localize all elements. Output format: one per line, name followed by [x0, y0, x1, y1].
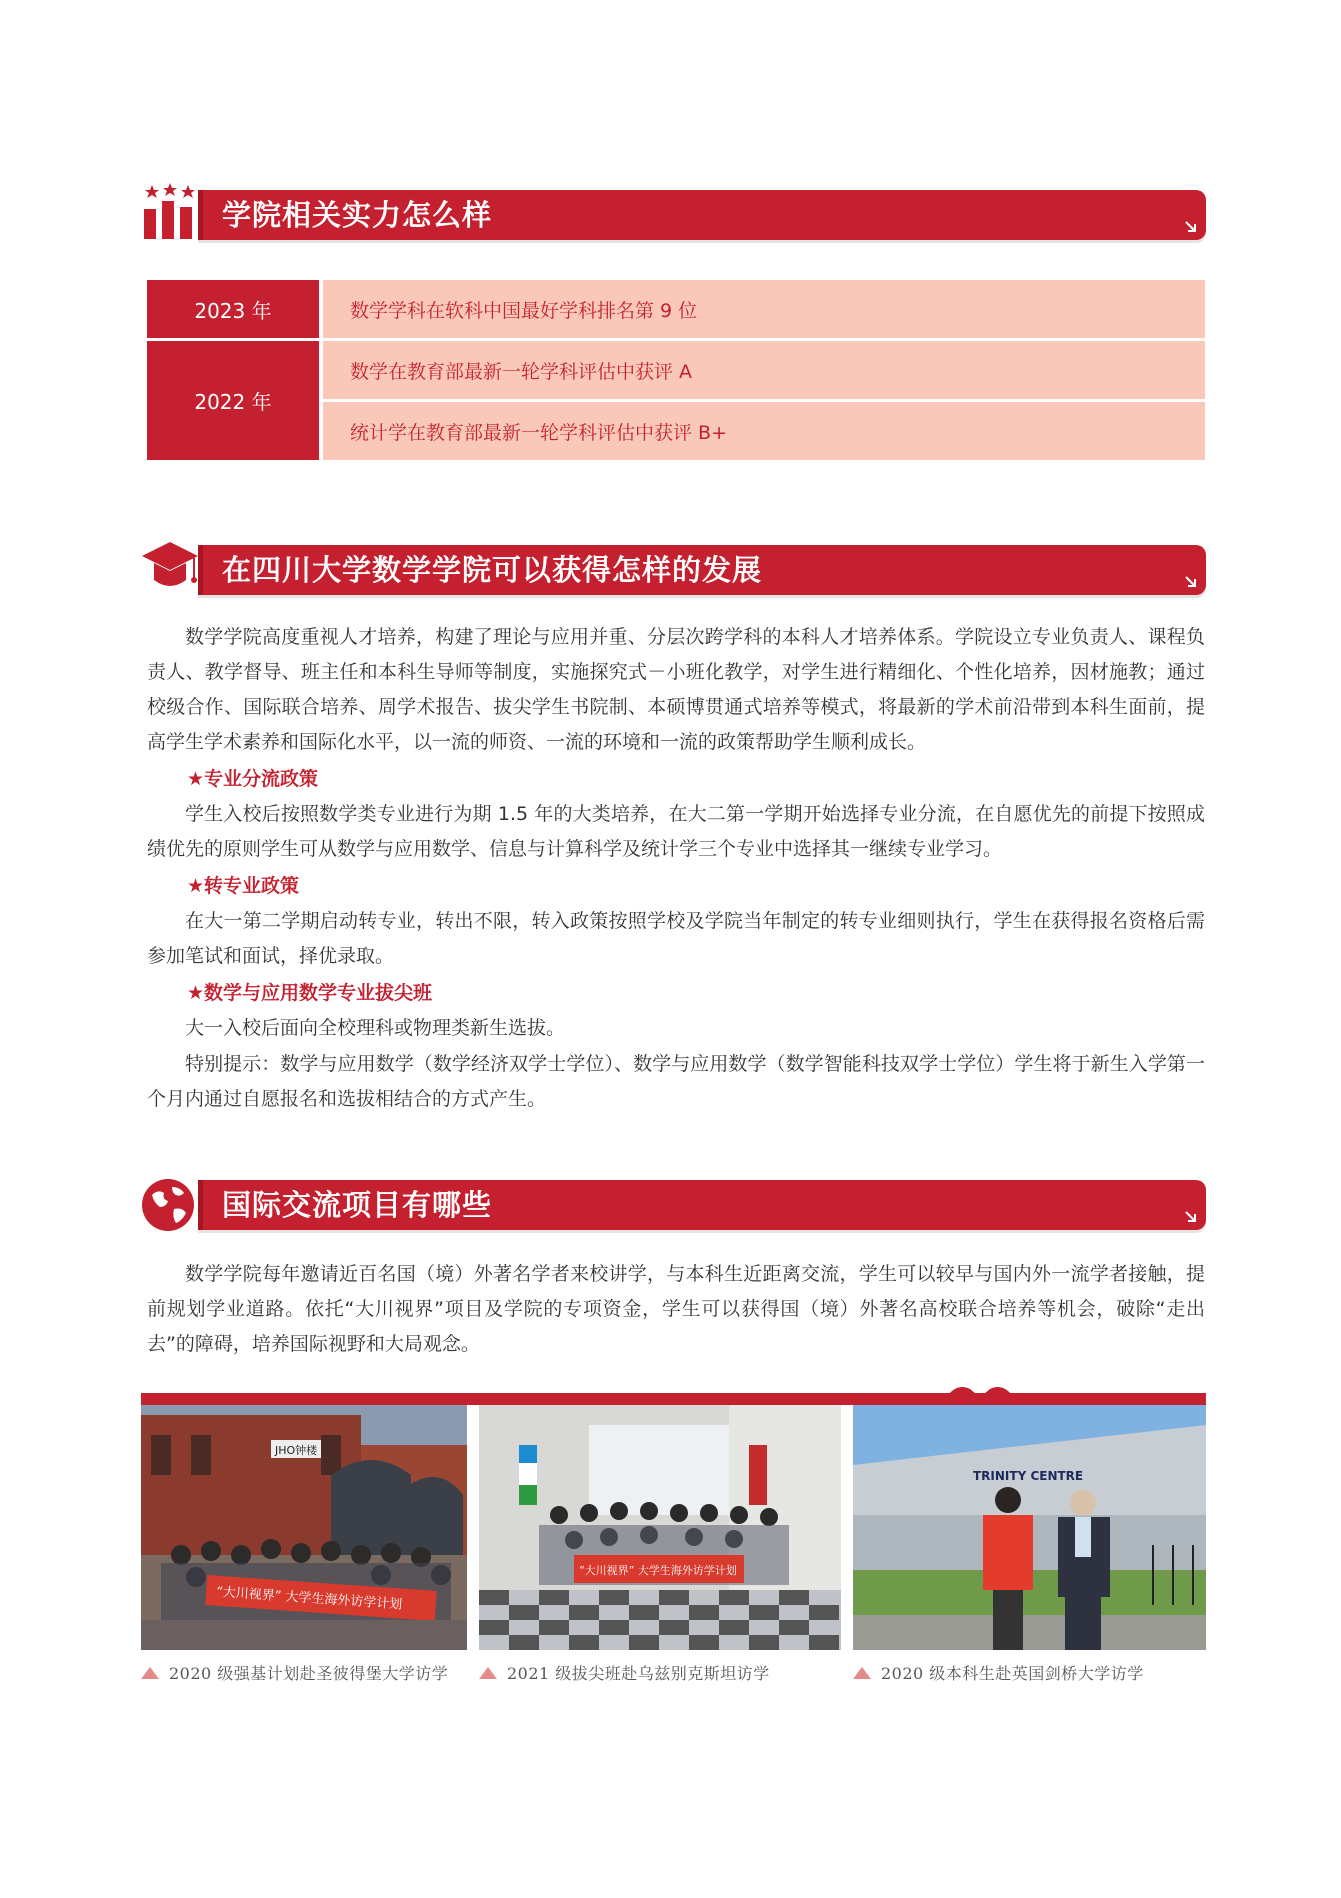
- table-row: [147, 280, 1205, 341]
- banner-text: “大川视界” 大学生海外访学计划: [215, 1584, 403, 1613]
- policy-text: 大一入校后面向全校理科或物理类新生选拔。: [185, 1017, 566, 1039]
- year-cell: 2022 年: [147, 341, 323, 463]
- policy-heading: ★转专业政策: [187, 875, 300, 897]
- podium-stars-icon: [140, 183, 200, 243]
- development-intro: 数学学院高度重视人才培养，构建了理论与应用并重、分层次跨学科的本科人才培养体系。学院设立专业负责人、课程负责人、教学督导、班主任和本科生导师等制度，实施探究式－小班化教学，对学生进行精细化、个性化培养，因材施教；通过校级合作、国际联合培养、周学术报告、拔尖学生书院制、本硕博贯通式培养等模式，将最新的学术前沿带到本科生面前，提高学生学术素养和国际化水平，以一流的师资、一流的环境和一流的政策帮助学生顺利成长。: [147, 626, 1205, 753]
- globe-icon: [140, 1173, 200, 1233]
- section-title: 在四川大学数学学院可以获得怎样的发展: [222, 553, 763, 587]
- section-header-development: [140, 538, 1206, 598]
- photo-caption: [479, 1661, 770, 1684]
- section-header-strength: [140, 183, 1206, 243]
- policy-text: 学生入校后按照数学类专业进行为期 1.5 年的大类培养，在大二第一学期开始选择专业分流，在自愿优先的前提下按照成绩优先的原则学生可从数学与应用数学、信息与计算科学及统计学三个专业中选择其一继续专业学习。: [147, 803, 1205, 860]
- photo-cambridge: [853, 1405, 1206, 1650]
- arrow-down-right-icon: [1184, 220, 1198, 234]
- banner-text: “大川视界” 大学生海外访学计划: [579, 1564, 737, 1577]
- year-cell: 2023 年: [147, 280, 323, 341]
- photo-caption: [853, 1661, 1144, 1684]
- policy-text: 在大一第二学期启动转专业，转出不限，转入政策按照学校及学院当年制定的转专业细则执行，学生在获得报名资格后需参加笔试和面试，择优录取。: [147, 910, 1205, 967]
- policy-heading: ★数学与应用数学专业拔尖班: [187, 982, 433, 1004]
- arrow-down-right-icon: [1184, 575, 1198, 589]
- section-title: 学院相关实力怎么样: [222, 198, 493, 232]
- achievement-cell: 数学学科在软科中国最好学科排名第 9 位: [323, 280, 1205, 341]
- building-sign: TRINITY CENTRE: [973, 1469, 1084, 1483]
- achievement-cell: 统计学在教育部最新一轮学科评估中获评 B+: [323, 402, 1205, 463]
- caption-text: 2020 级本科生赴英国剑桥大学访学: [881, 1664, 1144, 1683]
- caption-text: 2020 级强基计划赴圣彼得堡大学访学: [169, 1664, 449, 1683]
- section-title: 国际交流项目有哪些: [222, 1188, 493, 1222]
- photo-st-petersburg: [141, 1405, 467, 1650]
- section-header-international: [140, 1173, 1206, 1233]
- photo-caption: [141, 1661, 448, 1684]
- photo-band: [141, 1393, 1206, 1405]
- triangle-bullet-icon: [479, 1667, 497, 1679]
- graduation-cap-icon: [140, 538, 200, 598]
- policy-heading: ★专业分流政策: [187, 768, 319, 790]
- achievement-cell: 数学在教育部最新一轮学科评估中获评 A: [323, 341, 1205, 402]
- building-sign: JHO钟楼: [275, 1444, 318, 1457]
- triangle-bullet-icon: [853, 1667, 871, 1679]
- triangle-bullet-icon: [141, 1667, 159, 1679]
- table-row: [147, 341, 1205, 402]
- international-intro: 数学学院每年邀请近百名国（境）外著名学者来校讲学，与本科生近距离交流，学生可以较早与国内外一流学者接触，提前规划学业道路。依托“大川视界”项目及学院的专项资金，学生可以获得国（境）外著名高校联合培养等机会，破除“走出去”的障碍，培养国际视野和大局观念。: [147, 1263, 1205, 1355]
- special-note: 特别提示：数学与应用数学（数学经济双学士学位）、数学与应用数学（数学智能科技双学士学位）学生将于新生入学第一个月内通过自愿报名和选拔相结合的方式产生。: [147, 1053, 1205, 1110]
- heart-notch-decoration: [948, 1383, 1012, 1407]
- strength-table: [147, 280, 1205, 463]
- photo-uzbekistan: [479, 1405, 841, 1650]
- arrow-down-right-icon: [1184, 1210, 1198, 1224]
- caption-text: 2021 级拔尖班赴乌兹别克斯坦访学: [507, 1664, 770, 1683]
